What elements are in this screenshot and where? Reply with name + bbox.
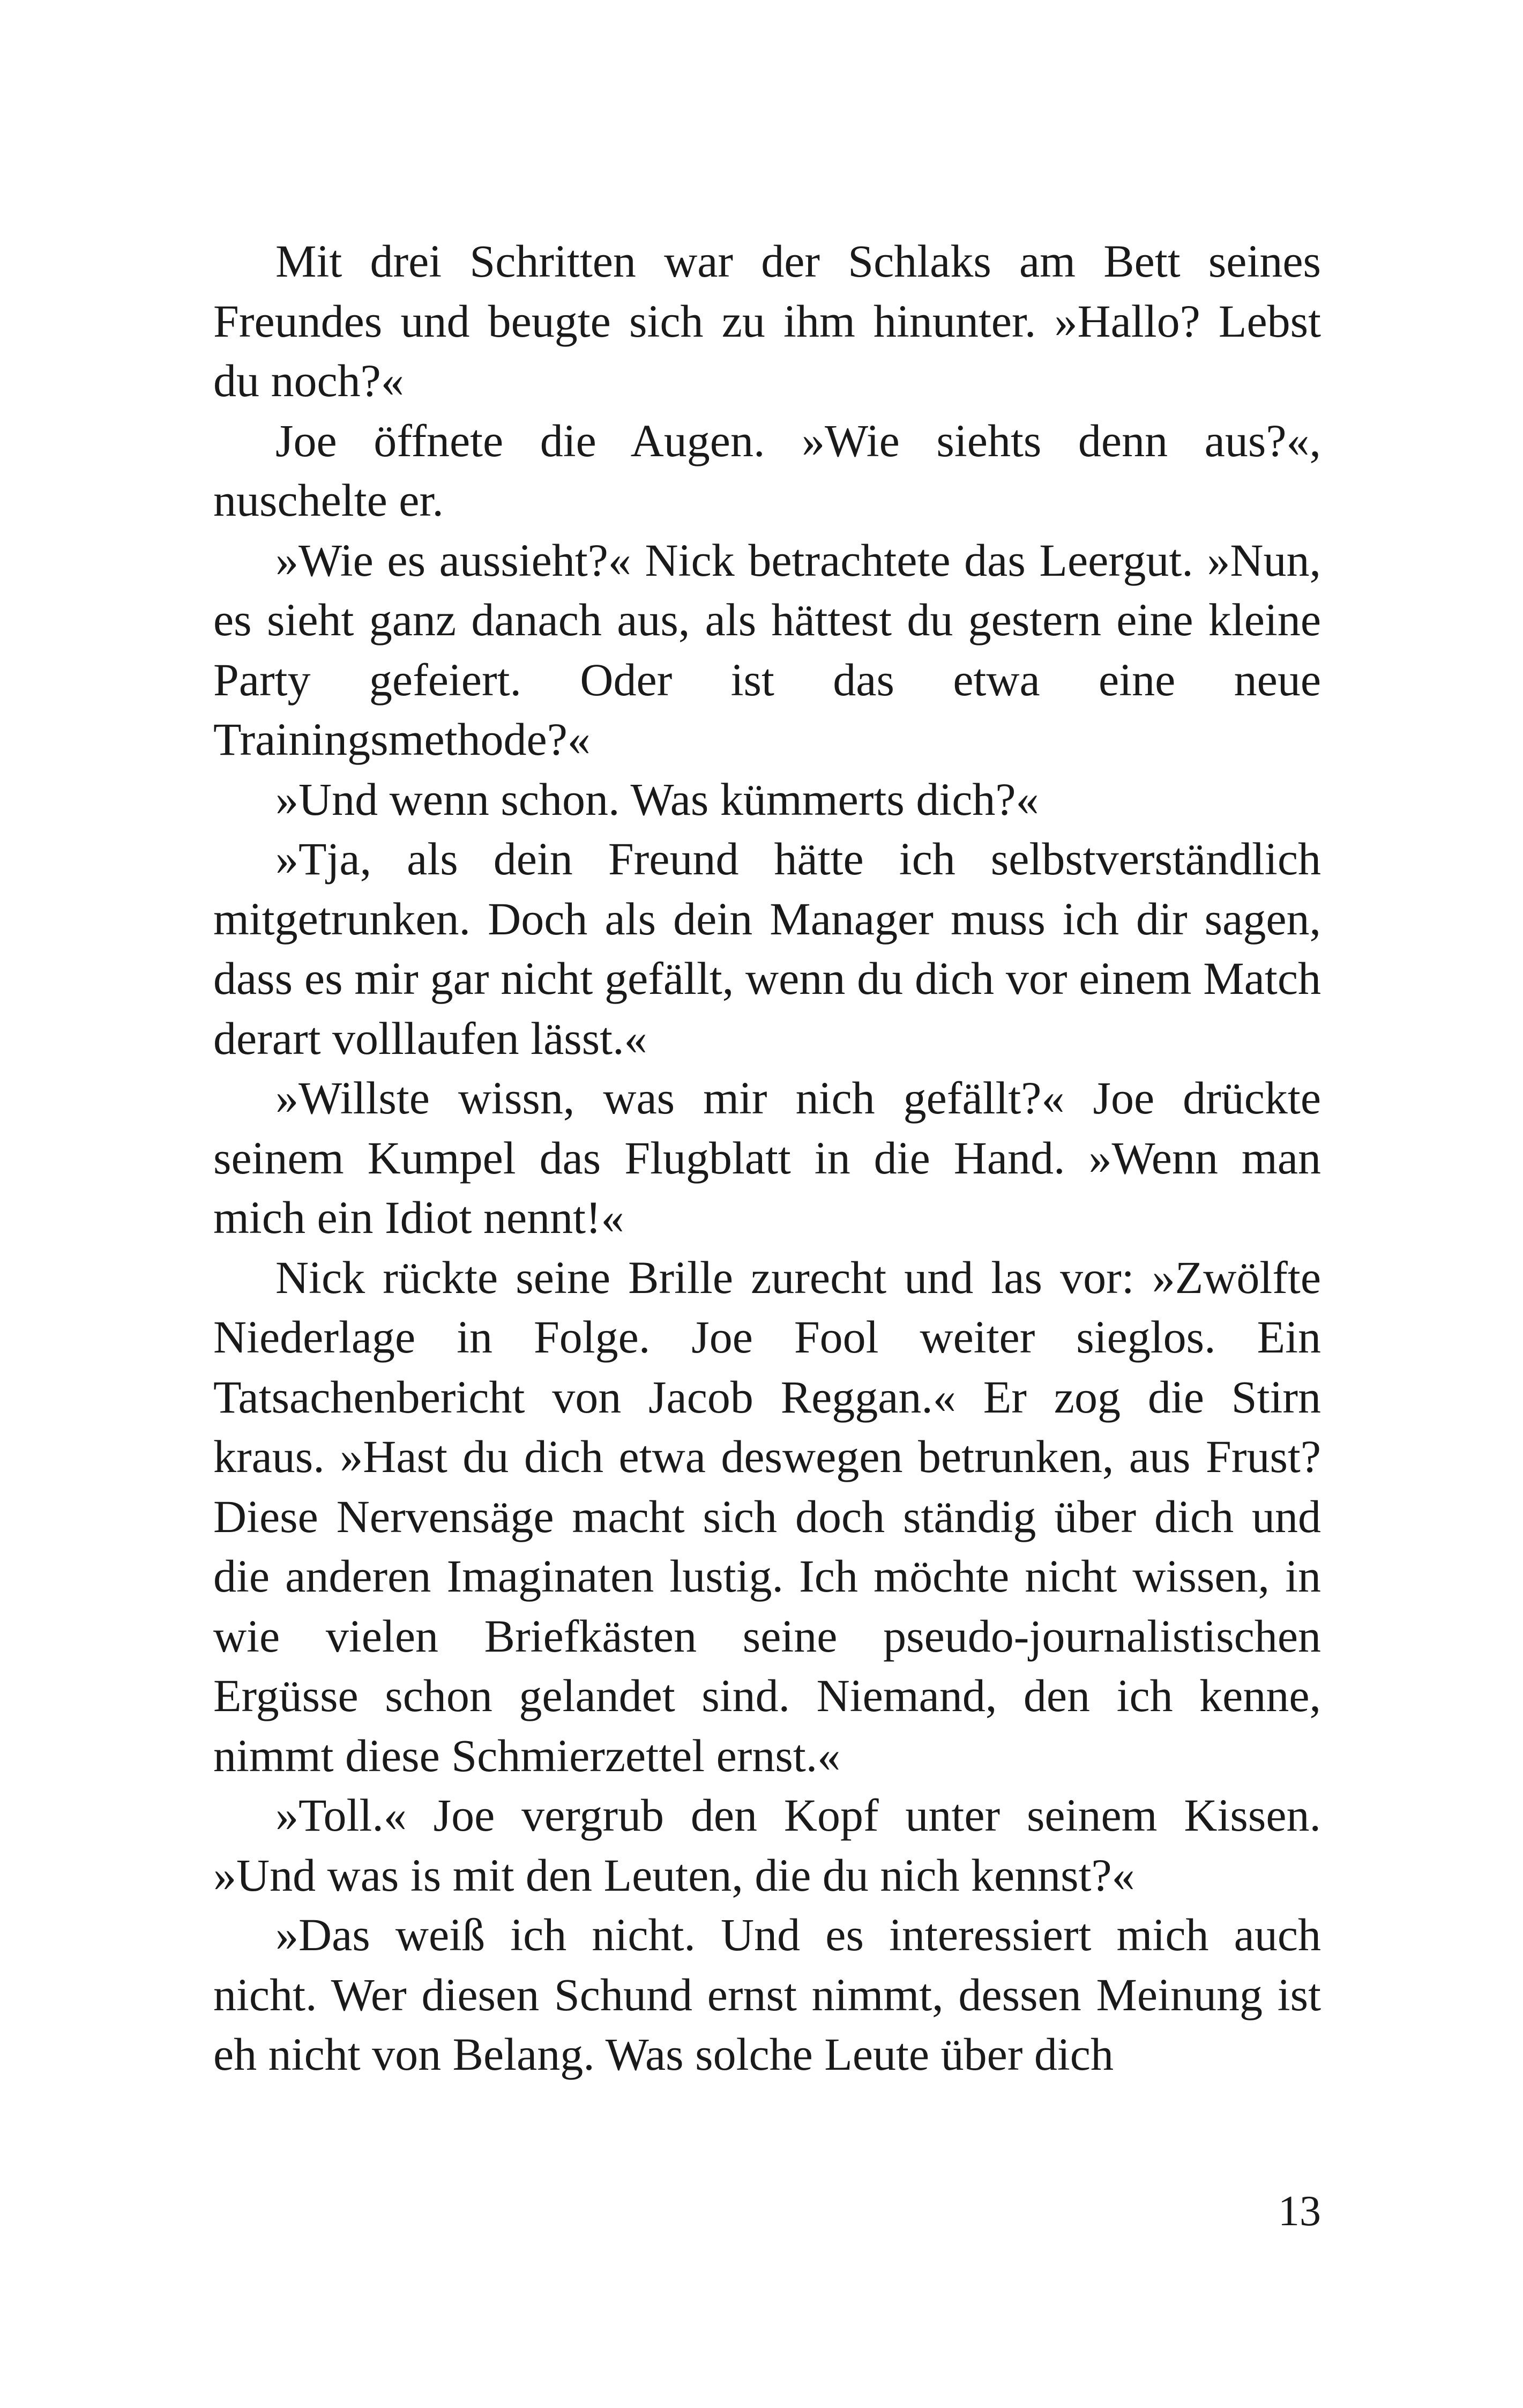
paragraph: »Wie es aussieht?« Nick betrachtete das Leergut. »Nun, es sieht ganz danach aus, als hättest du gestern eine kleine Party gefeiert. Oder ist das etwa eine neue Trainingsmethode?« [213, 534, 1321, 765]
paragraph: »Und wenn schon. Was kümmerts dich?« [275, 773, 1039, 825]
paragraph: Mit drei Schritten war der Schlaks am Bett seines Freundes und beugte sich zu ihm hinunter. »Hallo? Lebst du noch?« [213, 235, 1321, 406]
page-number: 13 [1278, 2188, 1321, 2235]
paragraph: Nick rückte seine Brille zurecht und las vor: »Zwölfte Niederlage in Folge. Joe Fool weiter sieglos. Ein Tatsachenbericht von Jacob Reggan.« Er zog die Stirn kraus. »Hast du dich etwa deswegen betrunken, aus Frust? Diese Nervensäge macht sich doch ständig über dich und die anderen Imaginaten lustig. Ich möchte nicht wissen, in wie vielen Briefkästen seine pseudo-journalistischen Ergüsse schon gelandet sind. Niemand, den ich kenne, nimmt diese Schmierzettel ernst.« [213, 1251, 1321, 1781]
paragraph: Joe öffnete die Augen. »Wie siehts denn aus?«, nuschelte er. [213, 414, 1321, 526]
paragraph: »Willste wissn, was mir nich gefällt?« Joe drückte seinem Kumpel das Flugblatt in die Hand. »Wenn man mich ein Idiot nennt!« [213, 1072, 1321, 1243]
body-text [213, 232, 1321, 2085]
paragraph: »Toll.« Joe vergrub den Kopf unter seinem Kissen. »Und was is mit den Leuten, die du nich kennst?« [213, 1789, 1321, 1901]
paragraph: »Das weiß ich nicht. Und es interessiert mich auch nicht. Wer diesen Schund ernst nimmt, dessen Meinung ist eh nicht von Belang. Was solche Leute über dich [213, 1909, 1321, 2080]
paragraph: »Tja, als dein Freund hätte ich selbstverständlich mitgetrunken. Doch als dein Manager muss ich dir sagen, dass es mir gar nicht gefällt, wenn du dich vor einem Match derart volllaufen lässt.« [213, 833, 1321, 1064]
